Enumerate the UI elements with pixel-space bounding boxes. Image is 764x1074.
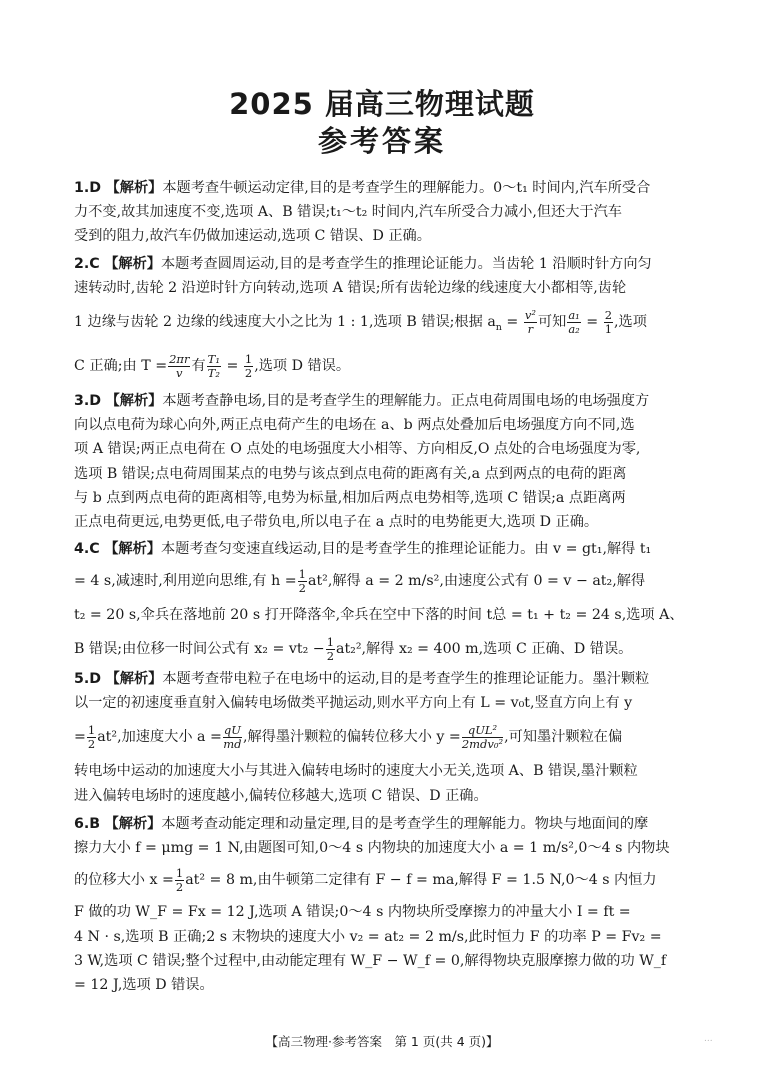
answer-text: 本题考查带电粒子在电场中的运动,目的是考查学生的推理论证能力。墨汁颗粒 xyxy=(162,671,650,687)
analysis-tag: 【解析】 xyxy=(104,541,161,557)
answer-text: = 4 s,减速时,利用逆向思维,有 h = xyxy=(74,573,297,590)
answer-text: 进入偏转电场时的速度越小,偏转位移越大,选项 C 错误、D 正确。 xyxy=(74,787,488,804)
answer-text: = xyxy=(74,729,86,746)
answer-text: 选项 B 错误;点电荷周围某点的电势与该点到点电荷的距离有关,a 点到两点的电荷的距离 xyxy=(74,465,627,482)
fraction: $\frac{1}{2}$ xyxy=(87,722,96,751)
answer-text: = 12 J,选项 D 错误。 xyxy=(74,977,214,994)
fraction: $\frac{1}{2}$ xyxy=(326,634,335,663)
fraction: $\frac{1}{2}$ xyxy=(244,351,253,380)
fraction: $\frac{\text{v²}}{r}$ xyxy=(524,307,536,336)
answer-number: 2.C xyxy=(74,256,100,272)
answer-text: 转电场中运动的加速度大小与其进入偏转电场时的速度大小无关,选项 A、B 错误,墨汁颗粒 xyxy=(74,763,638,780)
answer-text: ,选项 xyxy=(614,314,647,331)
answer-number: 1.D xyxy=(74,180,102,196)
answer-text: C 正确;由 T = xyxy=(74,358,168,375)
answer-text: 3 W,选项 C 错误;整个过程中,由动能定理有 W_F − W_f = 0,解得物块克服摩擦力做的功 W_f xyxy=(74,952,667,969)
answer-number: 4.C xyxy=(74,541,100,557)
answer-text: F 做的功 W_F = Fx = 12 J,选项 A 错误;0～4 s 内物块所受摩擦力的冲量大小 I = ft = xyxy=(74,904,631,921)
answer-text: ,选项 D 错误。 xyxy=(254,358,351,375)
answer-text: 有 xyxy=(191,358,206,375)
fraction: $\frac{2}{1}$ xyxy=(604,307,613,336)
answer-text: 速转动时,齿轮 2 沿逆时针方向转动,选项 A 错误;所有齿轮边缘的线速度大小都相等,齿轮 xyxy=(74,280,627,297)
fraction: $\frac{qU}{md}$ xyxy=(223,722,242,751)
page-footer: 【高三物理·参考答案 第 1 页(共 4 页)】 xyxy=(265,1034,499,1049)
answer-text: t₂ = 20 s,伞兵在落地前 20 s 打开降落伞,伞兵在空中下落的时间 t总 = t₁ + t₂ = 24 s,选项 A、 xyxy=(74,607,684,624)
answer-text: 4 N · s,选项 B 正确;2 s 末物块的速度大小 v₂ = at₂ = 2 m/s,此时恒力 F 的功率 P = Fv₂ = xyxy=(74,928,662,945)
answer-text: 力不变,故其加速度不变,选项 A、B 错误;t₁～t₂ 时间内,汽车所受合力减小,但还大于汽车 xyxy=(74,204,622,221)
answer-text: 以一定的初速度垂直射入偏转电场做类平抛运动,则水平方向上有 L = v₀t,竖直方向上有 y xyxy=(74,695,633,712)
answer-number: 6.B xyxy=(74,816,101,832)
fraction: $\frac{\text{a₁}}{\text{a₂}}$ xyxy=(568,307,580,336)
analysis-tag: 【解析】 xyxy=(105,393,163,409)
answer-text: 受到的阻力,故汽车仍做加速运动,选项 C 错误、D 正确。 xyxy=(74,228,431,245)
answer-text: 本题考查圆周运动,目的是考查学生的推理论证能力。当齿轮 1 沿顺时针方向匀 xyxy=(160,256,652,272)
answer-text: 的位移大小 x = xyxy=(74,872,174,889)
fraction: $\frac{1}{2}$ xyxy=(175,865,184,894)
answer-text: 本题考查牛顿运动定律,目的是考查学生的理解能力。0～t₁ 时间内,汽车所受合 xyxy=(162,180,651,196)
fraction: $\frac{\text{T₁}}{\text{T₂}}$ xyxy=(207,351,220,380)
answer-text: at² = 8 m,由牛顿第二定律有 F − f = ma,解得 F = 1.5 N,0～4 s 内恒力 xyxy=(185,872,657,889)
answer-text: at²,解得 a = 2 m/s²,由速度公式有 0 = v − at₂,解得 xyxy=(308,573,646,590)
analysis-tag: 【解析】 xyxy=(104,256,161,272)
corner-mark: ... xyxy=(704,1034,713,1044)
answer-number: 5.D xyxy=(74,671,102,687)
answer-number: 3.D xyxy=(74,393,102,409)
answer-2: 2.C 【解析】本题考查圆周运动,目的是考查学生的推理论证能力。当齿轮 1 沿顺时针方向匀 速转动时,齿轮 2 沿逆时针方向转动,选项 A 错误;所有齿轮边缘的线速度大小都相等,齿轮 1 边缘与齿轮 2 边缘的线速度大小之比为 1 : 1,选项 B 错误;根据 $a_n$ = $\frac{\text{v²}}{r}$ 可知 $\frac{\text{a₁}}{\text{a₂}}$ = $\frac{2}{1}$ ,选项 C 正确;由 T = $\frac{2\pi r}{v}$ 有 $\frac{\text{T₁}}{\text{T₂}}$ = $\frac{1}{2}$ ,选项 D 错误。 xyxy=(74,252,702,388)
page-title: 2025 届高三物理试题 xyxy=(229,87,535,121)
answer-text: 擦力大小 f = μmg = 1 N,由题图可知,0～4 s 内物块的加速度大小 a = 1 m/s²,0～4 s 内物块 xyxy=(74,840,670,857)
answer-text: 本题考查动能定理和动量定理,目的是考查学生的理解能力。物块与地面间的摩 xyxy=(161,816,649,832)
analysis-tag: 【解析】 xyxy=(105,180,163,196)
answer-text: at₂²,解得 x₂ = 400 m,选项 C 正确、D 错误。 xyxy=(336,641,633,658)
answer-text: 向以点电荷为球心向外,两正点电荷产生的电场在 a、b 两点处叠加后电场强度方向不同,选 xyxy=(74,417,635,434)
answer-text: 项 A 错误;两正点电荷在 O 点处的电场强度大小相等、方向相反,O 点处的合电场强度为零, xyxy=(74,441,641,458)
answer-text: 本题考查静电场,目的是考查学生的理解能力。正点电荷周围电场的电场强度方 xyxy=(162,393,650,409)
answer-text: at²,加速度大小 a = xyxy=(97,729,222,746)
fraction: $\frac{2\pi r}{v}$ xyxy=(169,351,190,380)
answer-text: B 错误;由位移一时间公式有 x₂ = vt₂ − xyxy=(74,641,325,658)
analysis-tag: 【解析】 xyxy=(105,671,163,687)
answer-1 xyxy=(74,176,702,249)
answer-text: 1 边缘与齿轮 2 边缘的线速度大小之比为 1 : 1,选项 B 错误;根据 a xyxy=(74,314,496,331)
answer-5 xyxy=(74,667,702,808)
answer-text: ,解得墨汁颗粒的偏转位移大小 y = xyxy=(242,729,461,746)
page-subtitle: 参考答案 xyxy=(317,124,446,158)
answer-text: 本题考查匀变速直线运动,目的是考查学生的推理论证能力。由 v = gt₁,解得 t₁ xyxy=(160,541,652,557)
answer-6 xyxy=(74,812,702,997)
answer-text: 可知 xyxy=(537,314,567,331)
answer-text: 与 b 点到两点电荷的距离相等,电势为标量,相加后两点电势相等,选项 C 错误;a 点距离两 xyxy=(74,489,626,506)
answer-text: ,可知墨汁颗粒在偏 xyxy=(504,729,623,746)
fraction: $\frac{\text{qUL²}}{\text{2mdv₀²}}$ xyxy=(461,722,504,751)
analysis-tag: 【解析】 xyxy=(104,816,162,832)
answer-3 xyxy=(74,389,702,534)
fraction: $\frac{1}{2}$ xyxy=(298,566,306,595)
answer-text: 正点电荷更远,电势更低,电子带负电,所以电子在 a 点时的电势能更大,选项 D 正确。 xyxy=(74,514,599,531)
answer-4 xyxy=(74,537,702,669)
